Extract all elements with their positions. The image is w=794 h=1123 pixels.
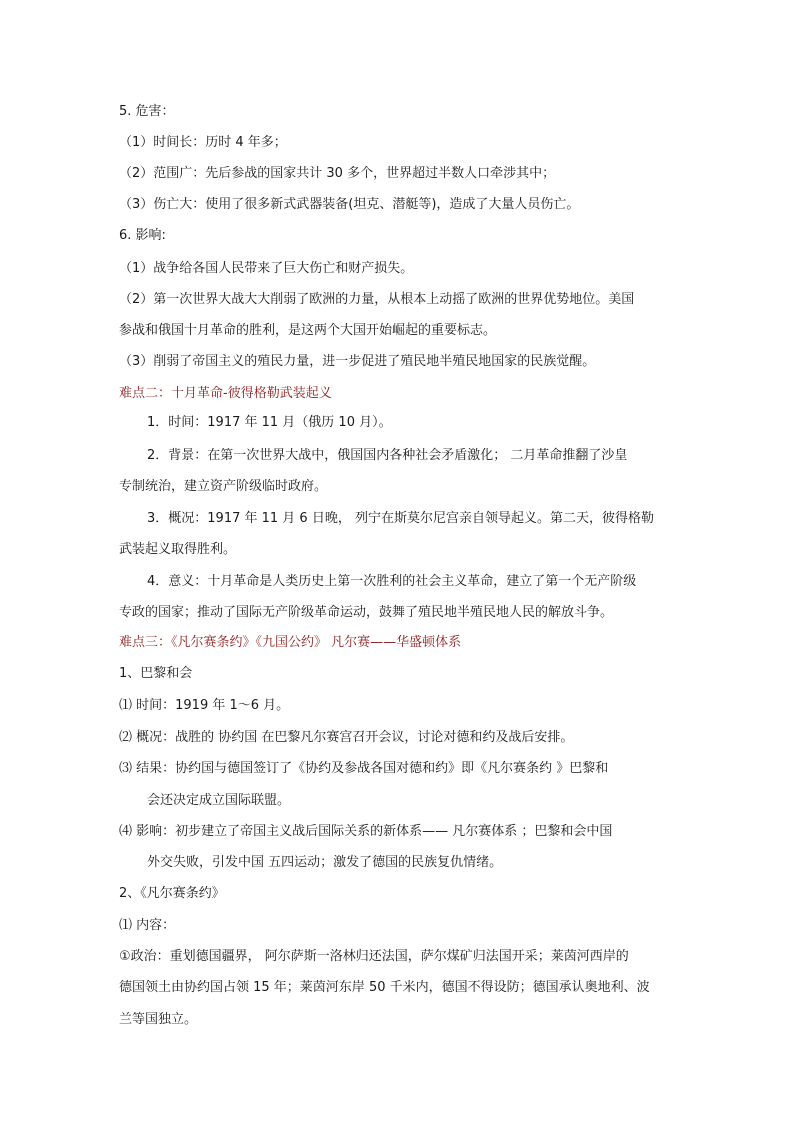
paragraph: 兰等国独立。 <box>119 1012 198 1027</box>
paragraph: 专政的国家；推动了国际无产阶级革命运动，鼓舞了殖民地半殖民地人民的解放斗争。 <box>119 605 614 620</box>
paragraph: ⑷ 影响：初步建立了帝国主义战后国际关系的新体系—— 凡尔赛体系 ；巴黎和会中国 <box>119 824 613 839</box>
paragraph: 4．意义：十月革命是人类历史上第一次胜利的社会主义革命，建立了第一个无产阶级 <box>147 574 637 589</box>
heading-impact: 6. 影响: <box>119 228 166 243</box>
paragraph: 1．时间：1917 年 11 月（俄历 10 月）。 <box>147 415 392 430</box>
paragraph: （1）时间长：历时 4 年多； <box>119 135 287 150</box>
heading-harm: 5. 危害： <box>119 104 175 119</box>
subheading-versailles-treaty: 2、《凡尔赛条约》 <box>119 886 225 901</box>
paragraph: 会还决定成立国际联盟。 <box>147 793 291 808</box>
paragraph: （2）第一次世界大战大大削弱了欧洲的力量，从根本上动摇了欧洲的世界优势地位。美国 <box>119 292 635 307</box>
paragraph: 德国领土由协约国占领 15 年；莱茵河东岸 50 千米内，德国不得设防；德国承认奥地利、波 <box>119 980 650 995</box>
paragraph: ⑵ 概况：战胜的 协约国 在巴黎凡尔赛宫召开会议，讨论对德和约及战后安排。 <box>119 730 574 745</box>
paragraph: （3）削弱了帝国主义的殖民力量，进一步促进了殖民地半殖民地国家的民族觉醒。 <box>119 354 596 369</box>
subheading-paris-conference: 1、巴黎和会 <box>119 666 193 681</box>
paragraph: 武装起义取得胜利。 <box>119 542 237 557</box>
paragraph: 3．概况：1917 年 11 月 6 日晚， 列宁在斯莫尔尼宫亲自领导起义。第二天，彼得格勒 <box>147 511 654 526</box>
paragraph: 专制统治，建立资产阶级临时政府。 <box>119 479 328 494</box>
paragraph: 外交失败，引发中国 五四运动；激发了德国的民族复仇情绪。 <box>147 855 503 870</box>
paragraph: ⑶ 结果：协约国与德国签订了《协约及参战各国对德和约》即《凡尔赛条约 》巴黎和 <box>119 761 609 776</box>
paragraph: ①政治：重划德国疆界， 阿尔萨斯一洛林归还法国，萨尔煤矿归法国开采；莱茵河西岸的 <box>119 949 629 964</box>
paragraph: 参战和俄国十月革命的胜利，是这两个大国开始崛起的重要标志。 <box>119 323 497 338</box>
section-heading-difficulty-3: 难点三：《凡尔赛条约》《九国公约》 凡尔赛——华盛顿体系 <box>119 635 462 650</box>
paragraph: （1）战争给各国人民带来了巨大伤亡和财产损失。 <box>119 261 414 276</box>
section-heading-difficulty-2: 难点二：十月革命-彼得格勒武装起义 <box>119 386 332 401</box>
paragraph: ⑴ 内容： <box>119 918 176 933</box>
paragraph: （2）范围广：先后参战的国家共计 30 多个，世界超过半数人口牵涉其中； <box>119 166 556 181</box>
paragraph: ⑴ 时间：1919 年 1～6 月。 <box>119 698 290 713</box>
paragraph: 2．背景：在第一次世界大战中，俄国国内各种社会矛盾激化； 二月革命推翻了沙皇 <box>147 448 628 463</box>
paragraph: （3）伤亡大：使用了很多新式武器装备(坦克、潜艇等)，造成了大量人员伤亡。 <box>119 197 580 212</box>
